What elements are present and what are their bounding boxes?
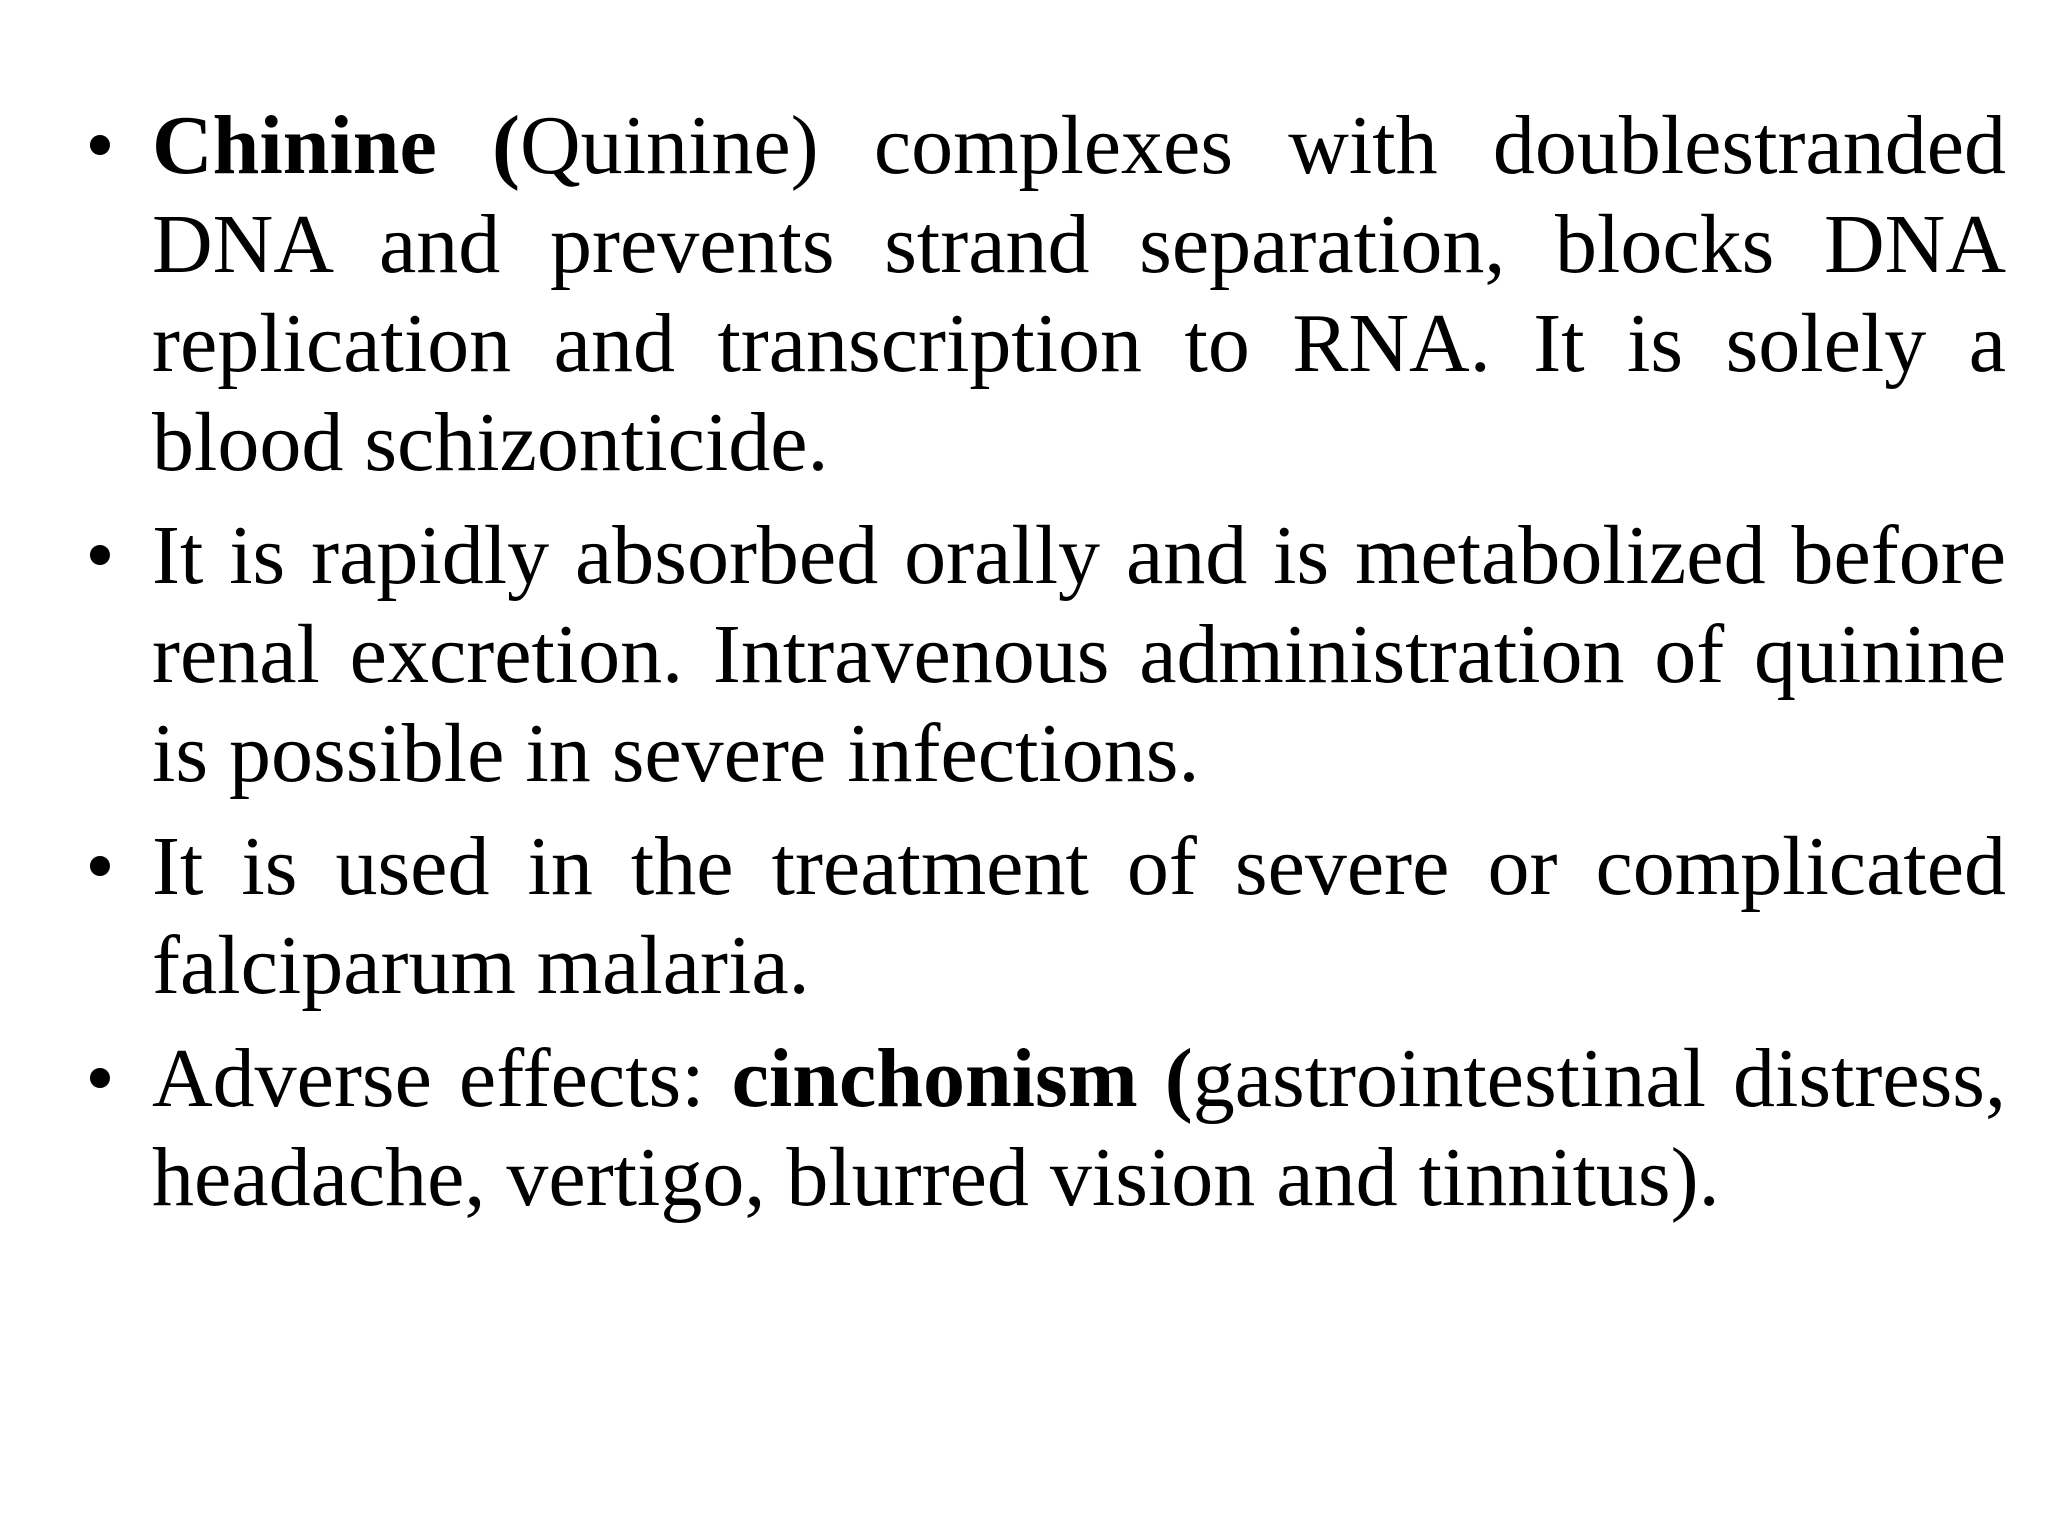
bullet-item-usage	[70, 817, 2006, 1015]
bullet-item-quinine-mechanism	[70, 96, 2006, 492]
adverse-lead: Adverse effects:	[152, 1032, 732, 1125]
bullet-text: gastrointestinal distress, headache, vertigo, blurred vision and tinnitus).	[152, 1032, 2006, 1224]
bullet-item-adverse-effects	[70, 1029, 2006, 1227]
bullet-icon: •	[85, 509, 115, 602]
bullet-list	[70, 96, 2006, 1241]
bullet-item-absorption	[70, 506, 2006, 803]
bullet-icon: •	[85, 1032, 115, 1125]
bullet-icon: •	[85, 99, 115, 192]
bullet-text: It is used in the treatment of severe or complicated falciparum malaria.	[152, 820, 2006, 1012]
bullet-text: Quinine) complexes with doublestranded DNA and prevents strand separation, blocks DNA replication and transcription to RNA. It is solely a blood schizonticide.	[152, 99, 2007, 489]
bullet-text: It is rapidly absorbed orally and is metabolized before renal excretion. Intravenous administration of quinine is possible in severe infections.	[152, 509, 2006, 800]
open-paren: (	[492, 99, 520, 192]
bullet-icon: •	[85, 820, 115, 913]
drug-name: Chinine	[152, 99, 437, 192]
open-paren: (	[1164, 1032, 1193, 1125]
adverse-term: cinchonism	[731, 1032, 1138, 1125]
